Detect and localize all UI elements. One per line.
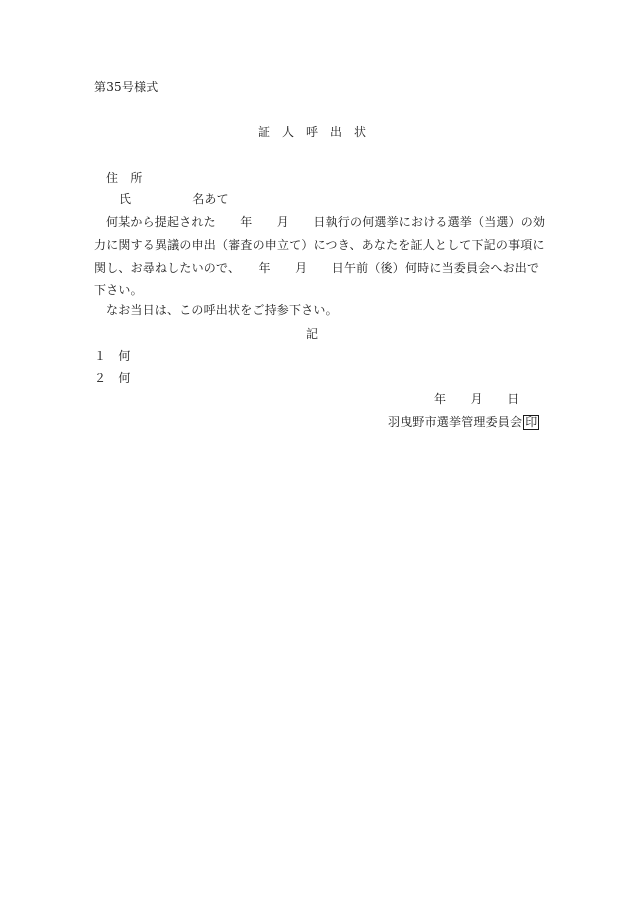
record-heading: 記 <box>306 327 319 341</box>
record-item-2: ２ 何 <box>94 371 131 385</box>
body-text-line-3: 関し、お尋ねしたいので、 年 月 日午前（後）何時に当委員会へお出で <box>94 261 540 275</box>
address-label: 住 所 <box>106 171 143 185</box>
seal-mark: 印 <box>525 415 538 429</box>
body-text-line-2: 力に関する異議の申出（審査の申立て）につき、あなたを証人として下記の事項に <box>94 238 545 252</box>
document-title: 証 人 呼 出 状 <box>258 125 367 139</box>
issuer-block <box>388 415 539 430</box>
note-text: なお当日は、この呼出状をご持参下さい。 <box>106 303 338 317</box>
body-text-line-4: 下さい。 <box>94 283 143 297</box>
issuer-name: 羽曳野市選挙管理委員会 <box>388 415 523 429</box>
body-text-line-1: 何某から提起された 年 月 日執行の何選挙における選挙（当選）の効 <box>106 215 546 229</box>
record-item-1: １ 何 <box>94 349 131 363</box>
issue-date: 年 月 日 <box>434 392 520 406</box>
name-label: 氏 名あて <box>119 192 229 206</box>
form-number: 第35号様式 <box>94 80 159 94</box>
